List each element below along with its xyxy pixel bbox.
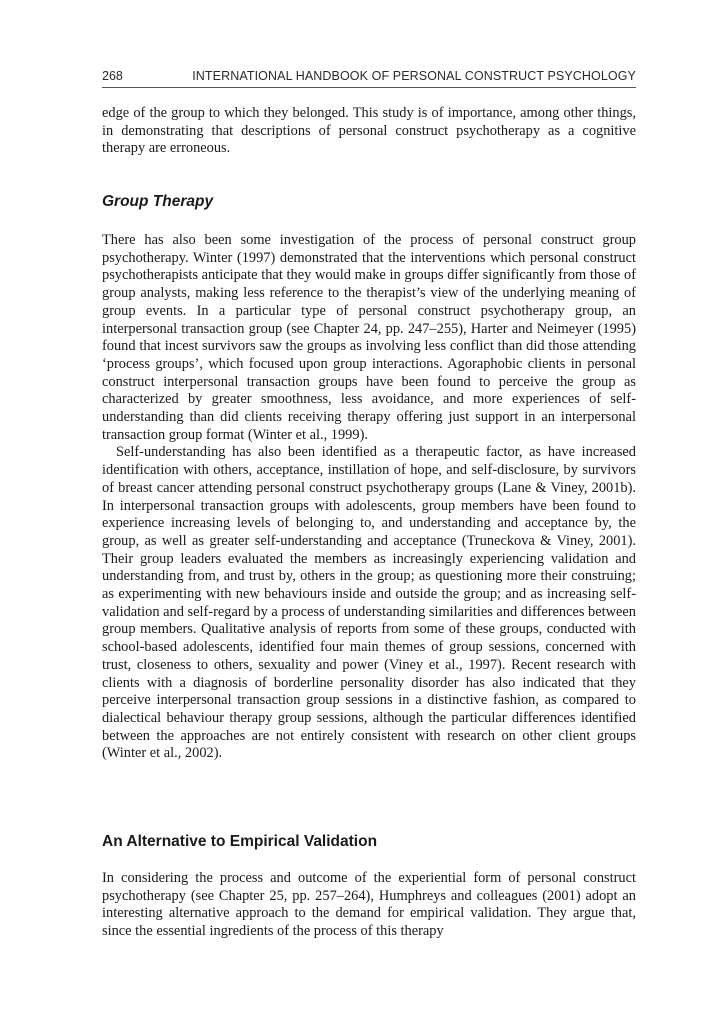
body-paragraph: In considering the process and outcome of the experiential form of personal construct psychotherapy (see Chapter 25, pp. 257–264), Humphreys and colleagues (2001) adopt an interesting alternative approach to the demand for empirical validation. They argue that, since the essential ingredients of the process of this therapy — [102, 870, 636, 940]
body-paragraph: There has also been some investigation of the process of personal construct group psychotherapy. Winter (1997) demonstrated that the interventions which personal construct psychotherapists anticipate that they would make in groups differ significantly from those of group analysts, making less reference to the therapist’s view of the underlying meaning of group events. In a particular type of personal construct psychotherapy group, an interpersonal transaction group (see Chapter 24, pp. 247–255), Harter and Neimeyer (1995) found that incest survivors saw the groups as involving less conflict than did those attending ‘process groups’, which focused upon group interactions. Agoraphobic clients in personal construct interpersonal transaction groups have been found to perceive the group as characterized by greater smoothness, less avoidance, and more experiences of self-understanding than did clients receiving therapy offering just support in an interpersonal transaction group format (Winter et al., 1999). — [102, 232, 636, 443]
group-therapy-body — [102, 232, 636, 763]
page-number: 268 — [102, 69, 123, 83]
body-paragraph: Self-understanding has also been identified as a therapeutic factor, as have increased identification with others, acceptance, instillation of hope, and self-disclosure, by survivors of breast cancer attending personal construct psychotherapy groups (Lane & Viney, 2001b). In interpersonal transaction groups with adolescents, group members have been found to experience increasing levels of belonging to, and understanding and acceptance by, the group, as well as greater self-understanding and acceptance (Truneckova & Viney, 2001). Their group leaders evaluated the members as increasingly experiencing validation and understanding from, and trust by, others in the group; as questioning more their construing; as experimenting with new behaviours inside and outside the group; and as increasing self-validation and self-regard by a process of understanding similarities and differences between group members. Qualitative analysis of reports from some of these groups, conducted with school-based adolescents, identified four main themes of group sessions, concerned with trust, closeness to others, sexuality and power (Viney et al., 1997). Recent research with clients with a diagnosis of borderline personality disorder has also indicated that they perceive interpersonal transaction group sessions in a distinctive fashion, as compared to dialectical behaviour therapy group sessions, although the particular differences identified between the approaches are not entirely consistent with research on other client groups (Winter et al., 2002). — [102, 444, 636, 762]
intro-block — [102, 105, 636, 158]
running-title: INTERNATIONAL HANDBOOK OF PERSONAL CONSTRUCT PSYCHOLOGY — [192, 69, 636, 83]
section-heading-alternative-validation: An Alternative to Empirical Validation — [102, 833, 378, 850]
running-header — [102, 68, 636, 88]
alternative-validation-body — [102, 870, 636, 941]
intro-paragraph: edge of the group to which they belonged. This study is of importance, among other things, in demonstrating that descriptions of personal construct psychotherapy as a cognitive therapy are erroneous. — [102, 105, 636, 157]
section-heading-group-therapy: Group Therapy — [102, 193, 214, 210]
